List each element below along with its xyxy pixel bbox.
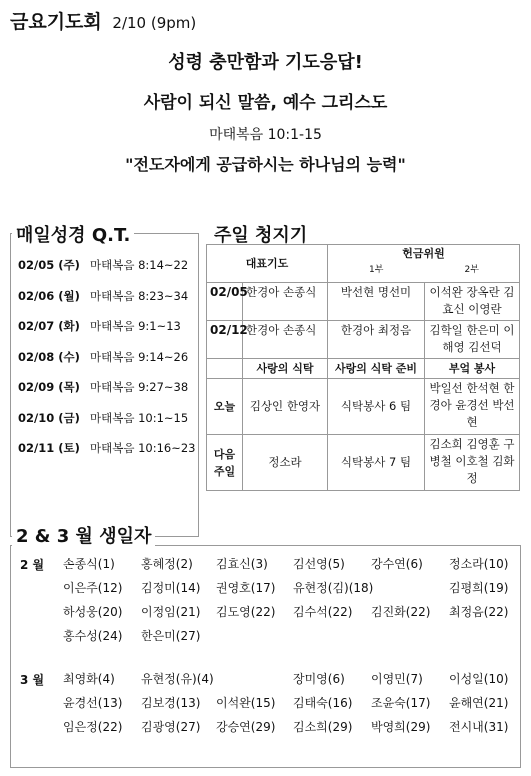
birthday-name: 김평희(19) <box>449 581 509 595</box>
birthday-title: 2 & 3 월 생일자 <box>12 522 155 548</box>
sermon-title-1: 성령 충만함과 기도응답! <box>168 52 363 73</box>
birthday-name: 이은주(12) <box>63 581 123 595</box>
qt-item <box>18 379 188 395</box>
qt-date: 02/08 (수) <box>18 349 80 364</box>
birthday-name: 유현정(김)(18) <box>293 581 374 595</box>
birthday-name: 이성일(10) <box>449 672 509 686</box>
header-part1: 1부 <box>369 265 384 275</box>
birthday-name: 윤경선(13) <box>63 696 123 710</box>
next-svc: 김소희 김영훈 구병철 이호철 김화정 <box>425 435 520 491</box>
birthday-name: 김보경(13) <box>141 696 201 710</box>
qt-date: 02/10 (금) <box>18 410 80 425</box>
birthday-name: 유현정(유)(4) <box>141 672 214 686</box>
birthday-name: 김선영(5) <box>293 557 345 571</box>
service-title: 주일 청지기 <box>210 221 311 247</box>
header-offering <box>328 245 520 283</box>
birthday-name: 홍혜정(2) <box>141 557 193 571</box>
birthday-name: 김효신(3) <box>216 557 268 571</box>
table-row <box>207 283 520 321</box>
title-date: 2/10 (9pm) <box>112 14 197 32</box>
birthday-name: 임은정(22) <box>63 720 123 734</box>
today-label: 오늘 <box>207 379 243 435</box>
birthday-name: 홍수성(24) <box>63 629 123 643</box>
qt-ref: 마태복음 10:16~23 <box>90 441 196 455</box>
header-offering-label: 헌금위원 <box>402 247 445 260</box>
today-kitchen: 김상인 한영자 <box>243 379 328 435</box>
blank-cell <box>207 359 243 379</box>
row-prayer: 한경아 손종식 <box>243 321 328 359</box>
qt-item <box>18 349 188 365</box>
birthday-name: 정소라(10) <box>449 557 509 571</box>
birthday-name: 최영화(4) <box>63 672 115 686</box>
birthday-name: 한은미(27) <box>141 629 201 643</box>
qt-item <box>18 318 181 334</box>
today-prep: 식탁봉사 6 팀 <box>328 379 425 435</box>
birthday-name: 최정음(22) <box>449 605 509 619</box>
row-date: 02/05 <box>207 283 243 321</box>
table-row <box>207 435 520 491</box>
next-kitchen: 정소라 <box>243 435 328 491</box>
qt-ref: 마태복음 9:14~26 <box>90 349 189 364</box>
birthday-name: 강승연(29) <box>216 720 276 734</box>
birthday-name: 권영호(17) <box>216 581 276 595</box>
qt-ref: 마태복음 8:23~34 <box>90 288 189 303</box>
header-part2: 2부 <box>464 265 479 275</box>
birthday-name: 김광영(27) <box>141 720 201 734</box>
birthday-name: 이영민(7) <box>371 672 423 686</box>
header-kitchen-svc: 부엌 봉사 <box>425 359 520 379</box>
qt-ref: 마태복음 8:14~22 <box>90 258 189 272</box>
birthday-name: 김도영(22) <box>216 605 276 619</box>
header-kitchen: 사랑의 식탁 <box>243 359 328 379</box>
birthday-name: 전시내(31) <box>449 720 509 734</box>
sermon-subtitle: "전도자에게 공급하시는 하나님의 능력" <box>125 155 406 174</box>
qt-item <box>18 410 188 426</box>
sermon-title-2: 사람이 되신 말씀, 예수 그리스도 <box>143 93 388 113</box>
table-row <box>207 379 520 435</box>
birthday-name: 하성웅(20) <box>63 605 123 619</box>
birthday-name: 조윤숙(17) <box>371 696 431 710</box>
header-prayer: 대표기도 <box>207 245 328 283</box>
row-part1: 한경아 최정음 <box>328 321 425 359</box>
birthday-name: 이정임(21) <box>141 605 201 619</box>
next-label: 다음 주일 <box>207 435 243 491</box>
title-text: 금요기도회 <box>10 11 102 33</box>
birthday-name: 강수연(6) <box>371 557 423 571</box>
page-title <box>10 7 196 34</box>
qt-item <box>18 440 196 456</box>
qt-ref: 마태복음 9:27~38 <box>90 380 189 394</box>
service-table <box>206 244 520 491</box>
birthday-name: 손종식(1) <box>63 557 115 571</box>
qt-item <box>18 288 188 304</box>
mar-label: 3 월 <box>20 673 45 687</box>
birthday-name: 박영희(29) <box>371 720 431 734</box>
birthday-name: 김수석(22) <box>293 605 353 619</box>
qt-title: 매일성경 Q.T. <box>12 221 134 247</box>
feb-label: 2 월 <box>20 558 45 572</box>
table-row <box>207 359 520 379</box>
row-prayer: 한경아 손종식 <box>243 283 328 321</box>
sermon-reference: 마태복음 10:1-15 <box>209 127 322 143</box>
birthday-name: 김정미(14) <box>141 581 201 595</box>
next-prep: 식탁봉사 7 팀 <box>328 435 425 491</box>
birthday-name: 윤해연(21) <box>449 696 509 710</box>
table-row <box>207 245 520 283</box>
table-row <box>207 321 520 359</box>
row-part2: 이석완 장옥란 김효신 이영란 <box>425 283 520 321</box>
qt-date: 02/07 (화) <box>18 319 80 333</box>
birthday-name: 김소희(29) <box>293 720 353 734</box>
birthday-name: 김태숙(16) <box>293 696 353 710</box>
row-date: 02/12 <box>207 321 243 359</box>
header-prep: 사랑의 식탁 준비 <box>328 359 425 379</box>
qt-date: 02/06 (월) <box>18 288 80 303</box>
birthday-name: 김진화(22) <box>371 605 431 619</box>
today-svc: 박일선 한석현 한경아 윤경선 박선현 <box>425 379 520 435</box>
birthday-name: 장미영(6) <box>293 672 345 686</box>
qt-date: 02/11 (토) <box>18 441 80 455</box>
qt-ref: 마태복음 9:1~13 <box>90 319 181 333</box>
row-part1: 박선현 명선미 <box>328 283 425 321</box>
qt-date: 02/09 (목) <box>18 380 80 394</box>
qt-item <box>18 257 188 273</box>
row-part2: 김학일 한은미 이해영 김선덕 <box>425 321 520 359</box>
qt-ref: 마태복음 10:1~15 <box>90 410 189 425</box>
qt-date: 02/05 (주) <box>18 258 80 272</box>
birthday-name: 이석완(15) <box>216 696 276 710</box>
